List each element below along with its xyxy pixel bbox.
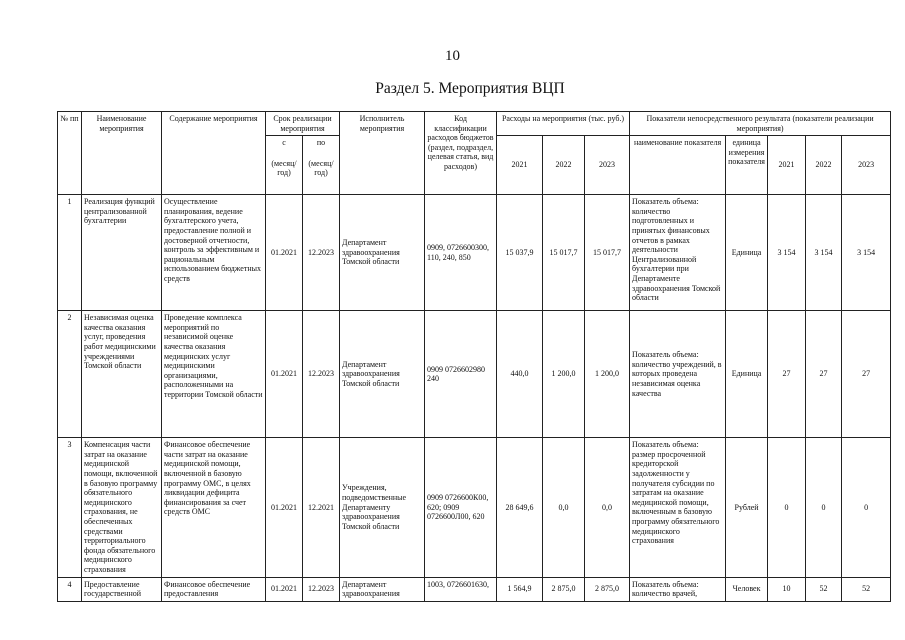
row-ind-2022: 0 — [806, 438, 842, 577]
row-ind-2021: 27 — [768, 311, 806, 438]
row-ind-unit: Единица — [726, 311, 768, 438]
row-ind-2021: 3 154 — [768, 195, 806, 311]
header-from-unit: (месяц/ год) — [266, 157, 303, 195]
row-ind-2023: 52 — [842, 577, 891, 601]
header-to-unit: (месяц/ год) — [303, 157, 340, 195]
header-num: № пп — [58, 112, 82, 195]
row-exp-2023: 1 200,0 — [585, 311, 630, 438]
row-exp-2021: 15 037,9 — [497, 195, 543, 311]
row-num: 2 — [58, 311, 82, 438]
row-exp-2022: 1 200,0 — [543, 311, 585, 438]
row-ind-unit: Единица — [726, 195, 768, 311]
row-code: 0909, 0726600300, 110, 240, 850 — [425, 195, 497, 311]
header-indicators: Показатели непосредственного результата (показатели реализации мероприятия) — [630, 112, 891, 136]
row-ind-name: Показатель объема: количество учреждений, в которых проведена независимая оценка качества — [630, 311, 726, 438]
row-ind-unit: Человек — [726, 577, 768, 601]
header-code: Код классификации расходов бюджетов (раздел, подраздел, целевая статья, вид расходов) — [425, 112, 497, 195]
row-exp-2021: 1 564,9 — [497, 577, 543, 601]
row-from: 01.2021 — [266, 438, 303, 577]
row-to: 12.2023 — [303, 195, 340, 311]
row-exp-2023: 2 875,0 — [585, 577, 630, 601]
header-year-exp-2: 2022 — [543, 136, 585, 195]
row-from: 01.2021 — [266, 195, 303, 311]
header-content: Содержание мероприятия — [162, 112, 266, 195]
row-exp-2022: 15 017,7 — [543, 195, 585, 311]
activities-table — [57, 111, 891, 602]
row-exp-2023: 15 017,7 — [585, 195, 630, 311]
row-ind-unit: Рублей — [726, 438, 768, 577]
table-row — [58, 195, 891, 311]
table-row — [58, 438, 891, 577]
row-num: 3 — [58, 438, 82, 577]
row-ind-name: Показатель объема: размер просроченной кредиторской задолженности у получателя субсидии по затратам на оказание медицинской помощи, включенным в базовую программу обязательного медицинского страхования — [630, 438, 726, 577]
section-title: Раздел 5. Мероприятия ВЦП — [375, 80, 565, 97]
header-expenses: Расходы на мероприятия (тыс. руб.) — [497, 112, 630, 136]
row-ind-2023: 0 — [842, 438, 891, 577]
row-exp-2022: 0,0 — [543, 438, 585, 577]
row-to: 12.2023 — [303, 577, 340, 601]
row-code: 1003, 0726601630, — [425, 577, 497, 601]
row-to: 12.2023 — [303, 311, 340, 438]
row-content: Финансовое обеспечение предоставления — [162, 577, 266, 601]
row-ind-name: Показатель объема: количество подготовленных и принятых финансовых отчетов в рамках деятельности Централизованной бухгалтерии при Департаменте здравоохранения Томской области — [630, 195, 726, 311]
header-year-ind-2: 2022 — [806, 136, 842, 195]
row-num: 4 — [58, 577, 82, 601]
header-year-exp-3: 2023 — [585, 136, 630, 195]
row-ind-2023: 3 154 — [842, 195, 891, 311]
header-period: Срок реализации мероприятия — [266, 112, 340, 136]
row-name: Компенсация части затрат на оказание медицинской помощи, включенной в базовую программу обязательного медицинского страхования, не обеспеченных средствами территориального фонда обязательного медицинского страхования — [82, 438, 162, 577]
row-ind-2023: 27 — [842, 311, 891, 438]
row-ind-2022: 27 — [806, 311, 842, 438]
row-content: Осуществление планирования, ведение бухгалтерского учета, предоставление полной и достоверной отчетности, контроль за эффективным и рациональным использованием бюджетных средств — [162, 195, 266, 311]
row-ind-name: Показатель объема: количество врачей, — [630, 577, 726, 601]
row-to: 12.2021 — [303, 438, 340, 577]
header-executor: Исполнитель мероприятия — [340, 112, 425, 195]
header-year-ind-3: 2023 — [842, 136, 891, 195]
row-code: 0909 0726600К00, 620; 0909 0726600Л00, 620 — [425, 438, 497, 577]
table-row — [58, 577, 891, 601]
header-ind-unit: единица измерения показателя — [726, 136, 768, 195]
header-name: Наименование мероприятия — [82, 112, 162, 195]
row-ind-2022: 3 154 — [806, 195, 842, 311]
row-name: Предоставление государственной — [82, 577, 162, 601]
row-ind-2022: 52 — [806, 577, 842, 601]
row-executor: Департамент здравоохранения Томской области — [340, 195, 425, 311]
header-row — [58, 112, 891, 136]
row-num: 1 — [58, 195, 82, 311]
header-to: по — [303, 136, 340, 157]
row-content: Финансовое обеспечение части затрат на оказание медицинской помощи, включенной в базовую программу ОМС, в целях ликвидации дефицита финансирования за счет средств ОМС — [162, 438, 266, 577]
row-code: 0909 0726602980 240 — [425, 311, 497, 438]
row-exp-2021: 440,0 — [497, 311, 543, 438]
row-from: 01.2021 — [266, 311, 303, 438]
header-year-exp-1: 2021 — [497, 136, 543, 195]
row-ind-2021: 0 — [768, 438, 806, 577]
row-name: Независимая оценка качества оказания услуг, проведения работ медицинскими учреждениями Томской области — [82, 311, 162, 438]
header-from: с — [266, 136, 303, 157]
table-row — [58, 311, 891, 438]
row-executor: Департамент здравоохранения Томской области — [340, 311, 425, 438]
row-content: Проведение комплекса мероприятий по независимой оценке качества оказания медицинских услуг медицинскими организациями, расположенными на территории Томской области — [162, 311, 266, 438]
row-exp-2021: 28 649,6 — [497, 438, 543, 577]
row-ind-2021: 10 — [768, 577, 806, 601]
row-executor: Учреждения, подведомственные Департаменту здравоохранения Томской области — [340, 438, 425, 577]
row-exp-2022: 2 875,0 — [543, 577, 585, 601]
row-exp-2023: 0,0 — [585, 438, 630, 577]
row-name: Реализация функций централизованной бухгалтерии — [82, 195, 162, 311]
row-from: 01.2021 — [266, 577, 303, 601]
page-number: 10 — [445, 48, 460, 64]
header-year-ind-1: 2021 — [768, 136, 806, 195]
row-executor: Департамент здравоохранения — [340, 577, 425, 601]
header-ind-name: наименование показателя — [630, 136, 726, 195]
